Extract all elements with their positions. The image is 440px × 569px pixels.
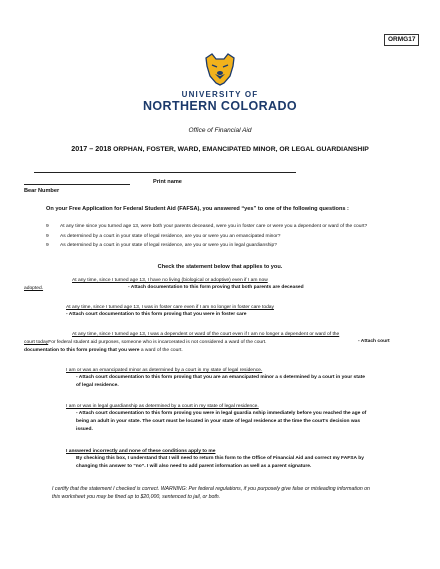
form-title [0,144,440,153]
option-ward-attach-line [24,347,183,354]
question-2 [46,234,280,239]
office-name: Office of Financial Aid [188,127,252,134]
option-ward-attach-1: - Attach court [358,339,390,344]
question-1 [46,224,367,229]
university-name-line1: UNIVERSITY OF [181,90,259,99]
option-ward-incarcerated-note: For federal student aid purposes, someone who is incarcerated is not considered a ward of the court. [48,340,267,345]
option-orphan-line1[interactable]: At any time, since I turned age 13, I have no living (biological or adoptive) even if I am now [72,278,268,283]
option-foster[interactable]: At any time, since I turned age 13, I was in foster care even if I am no longer in foster care today [66,305,274,310]
fafsa-question-intro: On your Free Application for Federal Student Aid (FAFSA), you answered “yes” to one of the following questions : [46,206,349,212]
option-ward-attach-3: a ward of the court. [140,348,183,353]
bear-number-label: Bear Number [24,188,60,194]
option-incorrect-2: changing this answer to “no”. I will also need to add parent information as well as a parent signature. [76,464,312,469]
check-statement-heading: Check the statement below that applies to you. [157,264,283,270]
option-incorrect-1: By checking this box, I understand that I will need to return this form to the Office of Financial Aid and correct my FAFSA by [76,456,364,461]
option-guardianship-attach-1: - Attach court documentation to this form proving you were in legal guardia nship immediately before you reached the age of [76,411,367,416]
option-guardianship-attach-2: being an adult in your state. The court must be located in your state of legal residence at the time the court's decision was [76,419,361,424]
question-3-text: As determined by a court in your state of legal residence, are you or were you in legal guardianship? [60,243,277,248]
option-foster-attach: - Attach court documentation to this form proving that you were in foster care [66,312,247,317]
form-title-text: ORPHAN, FOSTER, WARD, EMANCIPATED MINOR, OR LEGAL GUARDIANSHIP [113,146,369,153]
option-guardianship-attach-3: issued. [76,427,93,432]
option-ward-line2 [24,339,267,346]
option-ward-attach-2: documentation to this form proving that you were [24,348,140,353]
option-emancipated-attach-2: of legal residence. [76,383,119,388]
option-emancipated[interactable]: I am or was an emancipated minor as determined by a court in my state of legal residence. [66,368,263,373]
print-name-label: Print name [153,179,182,185]
option-incorrect-heading[interactable]: I answered incorrectly and none of these conditions apply to me [66,449,216,454]
certification-line1: I certify that the statement I checked is correct. WARNING: Per federal regulations, if you purposely give false or misleading information on [52,486,370,492]
question-3 [46,243,277,248]
option-ward-line1[interactable]: At any time, since I turned age 13, I was a dependent or ward of the court even if I am no longer a dependent or ward of the [72,332,340,337]
question-1-text: At any time since you turned age 13, were both your parents deceased, were you in foster care or were you a dependent or ward of the court? [60,224,368,229]
question-1-number: 9 [46,224,49,229]
university-name-line2: NORTHERN COLORADO [142,99,298,113]
name-signature-line[interactable] [34,172,296,173]
certification-statement [52,485,412,501]
option-orphan-line2[interactable]: adopted. [24,286,44,291]
question-2-number: 9 [46,234,49,239]
bear-number-line[interactable] [24,184,130,185]
option-emancipated-attach-1: - Attach court documentation to this form proving that you are an emancipated minor a s determined by a court in your state [76,375,365,380]
form-title-year: 2017 – 2018 [71,144,112,153]
form-code: ORMG17 [384,34,419,46]
option-guardianship[interactable]: I am or was in legal guardianship as determined by a court in my state of legal residence. [66,404,259,409]
certification-line2: this worksheet you may be fined up to $20,000, sentenced to jail, or both. [52,494,221,500]
option-orphan-attach: - Attach documentation to this form proving that both parents are deceased [128,285,304,290]
bear-head-logo-icon [202,52,238,86]
question-2-text: As determined by a court in your state of legal residence, are you or were you an emancipated minor? [60,234,281,239]
option-ward-court-today[interactable]: court today [24,340,49,345]
question-3-number: 9 [46,243,49,248]
